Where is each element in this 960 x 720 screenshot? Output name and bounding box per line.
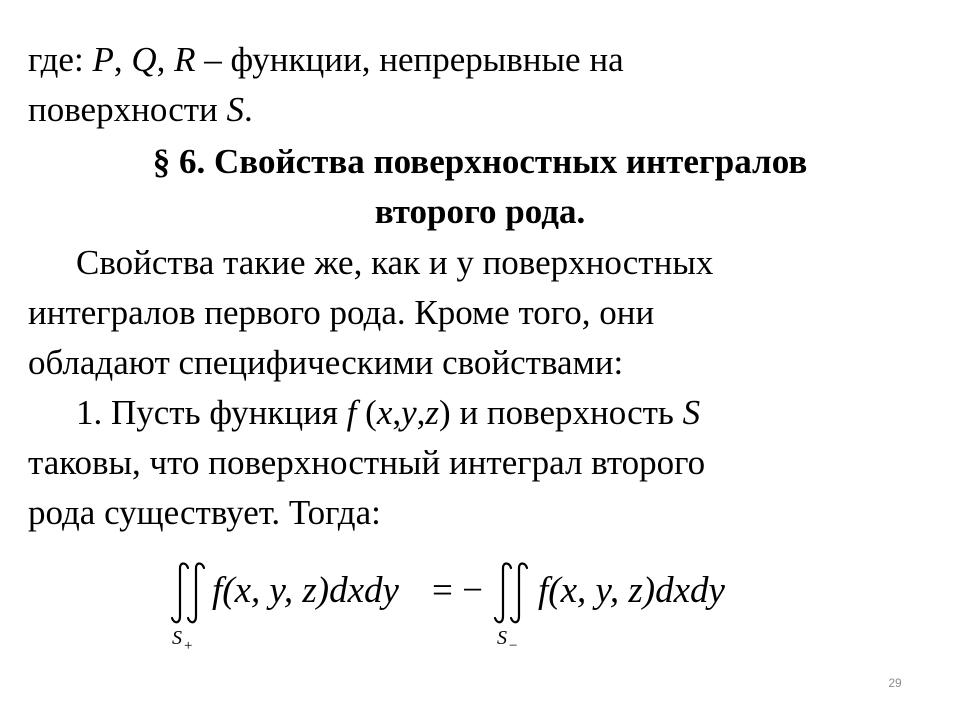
lhs-integrand-text: f(x, y, z)dxdy: [212, 570, 399, 611]
section-heading-line-2: второго рода.: [374, 192, 586, 231]
intro-line-1: [28, 40, 960, 80]
double-integral-sign-right: [495, 564, 527, 623]
property-text: и поверхность: [450, 393, 683, 432]
variable-s: S: [226, 90, 244, 129]
intro-text: поверхности: [28, 90, 227, 129]
paragraph-line-2: интегралов первого рода. Кроме того, они: [28, 293, 655, 332]
double-integral-sign-left: [172, 564, 204, 623]
intro-line-2: [28, 90, 960, 130]
intro-text: – функции, непрерывные на: [195, 40, 624, 79]
slide-number: 29: [888, 676, 902, 690]
paren: ): [439, 393, 451, 432]
separator: ,: [113, 40, 132, 79]
integral-formula: [0, 556, 960, 656]
intro-text: .: [244, 90, 253, 129]
function-f: f: [346, 393, 357, 432]
separator: ,: [156, 40, 175, 79]
property-line-1: [76, 393, 960, 433]
integral-formula-svg: [0, 556, 960, 656]
separator: ,: [416, 393, 426, 432]
lhs-integrand: [212, 570, 400, 611]
variable-p: P: [92, 40, 114, 79]
variable-x: x: [376, 393, 393, 432]
rhs-subscript: S: [497, 627, 507, 649]
variable-s: S: [682, 393, 701, 432]
rhs-integrand-text: f(x, y, z)dxdy: [538, 570, 725, 611]
paragraph-line-3: обладают специфическими свойствами:: [28, 343, 624, 382]
rhs-subscript-sign: −: [509, 638, 518, 654]
lhs-subscript: S: [172, 627, 182, 649]
section-heading-line-1: § 6. Свойства поверхностных интегралов: [152, 142, 808, 181]
separator: ,: [392, 393, 402, 432]
variable-z: z: [425, 393, 440, 432]
variable-y: y: [401, 393, 417, 432]
property-line-2: таковы, что поверхностный интеграл второго: [28, 443, 706, 482]
paragraph-line-1: Свойства такие же, как и у поверхностных: [76, 243, 714, 282]
lhs-subscript-sign: +: [184, 638, 193, 654]
equals-minus: = −: [432, 570, 483, 611]
intro-text: где:: [28, 40, 93, 79]
variable-q: Q: [131, 40, 157, 79]
variable-r: R: [174, 40, 196, 79]
property-text: 1. Пусть функция: [76, 393, 347, 432]
paren: (: [356, 393, 377, 432]
rhs-integrand: [538, 570, 726, 611]
property-line-3: рода существует. Тогда:: [28, 493, 381, 532]
